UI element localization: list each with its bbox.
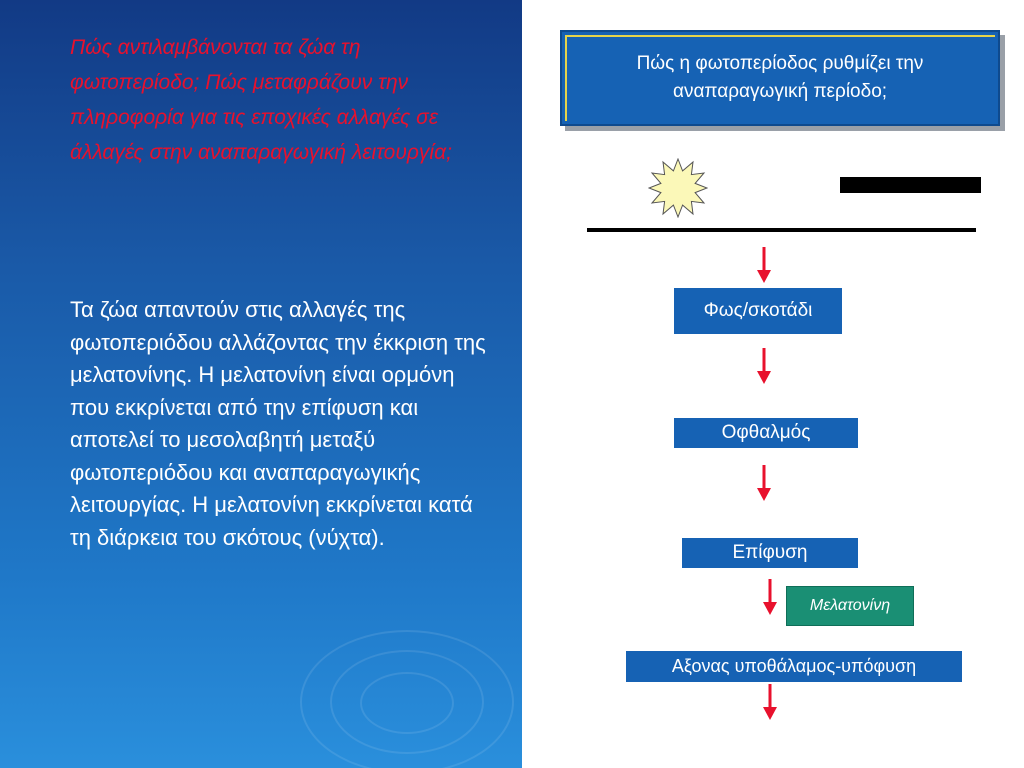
step-eye: Οφθαλμός <box>674 418 858 448</box>
arrow-down-icon <box>763 579 777 615</box>
darkness-bar <box>840 177 981 193</box>
step-hypothalamus-pituitary: Αξονας υποθάλαμος-υπόφυση <box>626 651 962 682</box>
arrow-down-icon <box>763 684 777 720</box>
answer-text: Τα ζώα απαντούν στις αλλαγές της φωτοπεριόδου αλλάζοντας την έκκριση της μελατονίνης. Η μελατονίνη είναι ορμόνη που εκκρίνεται από την επίφυση και αποτελεί το μεσολαβητή μεταξύ φωτοπεριόδου και αναπαραγωγικής λειτουργίας. Η μελατονίνη εκκρίνεται κατά τη διάρκεια του σκότους (νύχτα). <box>70 297 486 550</box>
diagram-title: Πώς η φωτοπερίοδος ρυθμίζει την αναπαραγωγική περίοδο; <box>560 30 1000 126</box>
arrow-down-icon <box>757 348 771 384</box>
step-melatonin: Μελατονίνη <box>786 586 914 626</box>
water-ripple-decoration <box>360 672 454 734</box>
arrow-down-icon <box>757 247 771 283</box>
arrow-down-icon <box>757 465 771 501</box>
sun-icon <box>648 158 708 218</box>
question-text: Πώς αντιλαμβάνονται τα ζώα τη φωτοπερίοδο; Πώς μεταφράζουν την πληροφορία για τις εποχικές αλλαγές σε άλλαγές στην αναπαραγωγική λειτουργία; <box>70 36 452 164</box>
day-timeline <box>587 228 976 232</box>
step-pineal: Επίφυση <box>682 538 858 568</box>
step-light-dark: Φως/σκοτάδι <box>674 288 842 334</box>
